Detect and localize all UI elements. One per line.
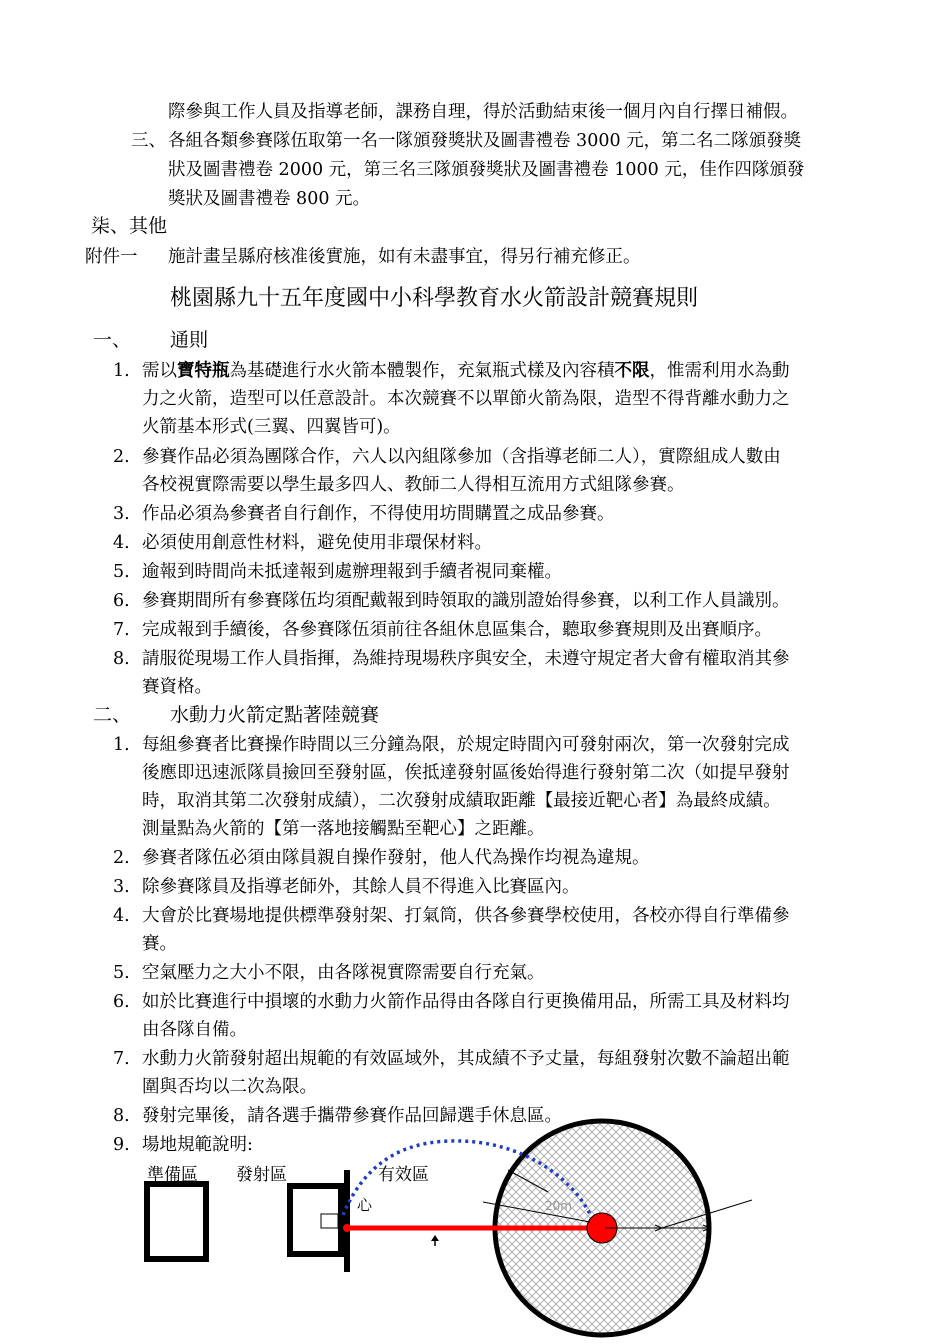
section-number: 二、 xyxy=(93,704,132,726)
rule-text-line: 時，取消其第二次發射成績），二次發射成績取距離【最接近靶心者】為最終成績。 xyxy=(142,791,781,811)
rule-text-line: 參賽作品必須為團隊合作，六人以內組隊參加（含指導老師二人），實際組成人數由 xyxy=(142,447,781,467)
rule-text-line: 場地規範說明: xyxy=(142,1135,253,1155)
rule-text-line: 必須使用創意性材料，避免使用非環保材料。 xyxy=(142,533,492,553)
list-number: 2. xyxy=(113,447,130,467)
rule-text-line: 測量點為火箭的【第一落地接觸點至靶心】之距離。 xyxy=(142,819,545,839)
launcher-icon xyxy=(321,1214,338,1228)
list-number: 9. xyxy=(113,1135,130,1155)
rule-text-line: 力之火箭，造型可以任意設計。本次競賽不以單節火箭為限，造型不得背離水動力之 xyxy=(142,389,790,409)
rule-text-line: 作品必須為參賽者自行創作，不得使用坊間購置之成品參賽。 xyxy=(142,504,615,524)
rule-text-line: 大會於比賽場地提供標準發射架、打氣筒，供各參賽學校使用，各校亦得自行準備參 xyxy=(142,906,790,926)
attachment-label: 附件一 xyxy=(85,247,138,267)
rule-text-line: 火箭基本形式(三翼、四翼皆可)。 xyxy=(142,417,401,437)
rule-text-line: 完成報到手續後，各參賽隊伍須前往各組休息區集合，聽取參賽規則及出賽順序。 xyxy=(142,620,772,640)
list-number: 7. xyxy=(113,620,130,640)
list-number: 4. xyxy=(113,906,130,926)
valid-area-label: 有效區 xyxy=(378,1165,429,1185)
rule-text-line: 每組參賽者比賽操作時間以三分鐘為限，於規定時間內可發射兩次，第一次發射完成 xyxy=(142,735,790,755)
page-title: 桃園縣九十五年度國中小科學教育水火箭設計競賽規則 xyxy=(170,286,699,311)
rule-text-line: 空氣壓力之大小不限，由各隊視實際需要自行充氣。 xyxy=(142,963,545,983)
prize-text-line: 獎狀及圖書禮卷 800 元。 xyxy=(168,189,371,209)
launch-point xyxy=(343,1224,351,1232)
rule-text-line: 賽。 xyxy=(142,934,177,954)
prep-area-box xyxy=(147,1184,206,1259)
prep-area-label: 準備區 xyxy=(147,1165,198,1185)
rule-text-line: 參賽期間所有參賽隊伍均須配戴報到時領取的識別證始得參賽，以利工作人員識別。 xyxy=(142,591,790,611)
distance-label: 20m xyxy=(545,1199,572,1213)
prev-text-line: 際參與工作人員及指導老師，課務自理，得於活動結束後一個月內自行擇日補假。 xyxy=(168,102,798,122)
section-heading: 通則 xyxy=(170,329,209,351)
rule-text-line: 除參賽隊員及指導老師外，其餘人員不得進入比賽區內。 xyxy=(142,877,580,897)
list-number: 8. xyxy=(113,649,130,669)
rule-text-line: 如於比賽進行中損壞的水動力火箭作品得由各隊自行更換備用品，所需工具及材料均 xyxy=(142,992,790,1012)
rule-text-line: 圍與否均以二次為限。 xyxy=(142,1077,317,1097)
rule-text-line: 需以寶特瓶為基礎進行水火箭本體製作，充氣瓶式樣及內容積不限，惟需利用水為動 xyxy=(142,361,790,381)
list-number: 三、 xyxy=(131,131,166,151)
rule-text-line: 後應即迅速派隊員撿回至發射區，俟抵達發射區後始得進行發射第二次（如提早發射 xyxy=(142,763,790,783)
rule-text-line: 各校視實際需要以學生最多四人、教師二人得相互流用方式組隊參賽。 xyxy=(142,475,685,495)
rule-text-line: 水動力火箭發射超出規範的有效區域外，其成績不予丈量，每組發射次數不論超出範 xyxy=(142,1049,790,1069)
list-number: 3. xyxy=(113,504,130,524)
prize-text-line: 狀及圖書禮卷 2000 元，第三名三隊頒發獎狀及圖書禮卷 1000 元，佳作四隊頒發 xyxy=(168,160,805,180)
list-number: 8. xyxy=(113,1106,130,1126)
list-number: 4. xyxy=(113,533,130,553)
launch-area-label: 發射區 xyxy=(236,1165,287,1185)
section-heading: 柒、其他 xyxy=(91,215,168,237)
rule-text-line: 發射完畢後，請各選手攜帶參賽作品回歸選手休息區。 xyxy=(142,1106,562,1126)
prize-text-line: 各組各類參賽隊伍取第一名一隊頒發獎狀及圖書禮卷 3000 元，第二名二隊頒發獎 xyxy=(168,131,802,151)
rule-text-line: 參賽者隊伍必須由隊員親自操作發射，他人代為操作均視為違規。 xyxy=(142,848,650,868)
list-number: 2. xyxy=(113,848,130,868)
rule-text-line: 逾報到時間尚未抵達報到處辦理報到手續者視同棄權。 xyxy=(142,562,562,582)
rule-text-line: 請服從現場工作人員指揮，為維持現場秩序與安全，未遵守規定者大會有權取消其參 xyxy=(142,649,790,669)
section-number: 一、 xyxy=(93,329,132,351)
section-heading: 水動力火箭定點著陸競賽 xyxy=(170,704,380,726)
rule-text-line: 賽資格。 xyxy=(142,677,212,697)
list-number: 3. xyxy=(113,877,130,897)
list-number: 6. xyxy=(113,992,130,1012)
rule-text-line: 由各隊自備。 xyxy=(142,1020,247,1040)
attachment-text: 施計畫呈縣府核准後實施，如有未盡事宜，得另行補充修正。 xyxy=(168,247,641,267)
center-label: 心 xyxy=(357,1196,373,1214)
list-number: 1. xyxy=(113,361,130,381)
list-number: 1. xyxy=(113,735,130,755)
list-number: 7. xyxy=(113,1049,130,1069)
list-number: 6. xyxy=(113,591,130,611)
list-number: 5. xyxy=(113,963,130,983)
list-number: 5. xyxy=(113,562,130,582)
